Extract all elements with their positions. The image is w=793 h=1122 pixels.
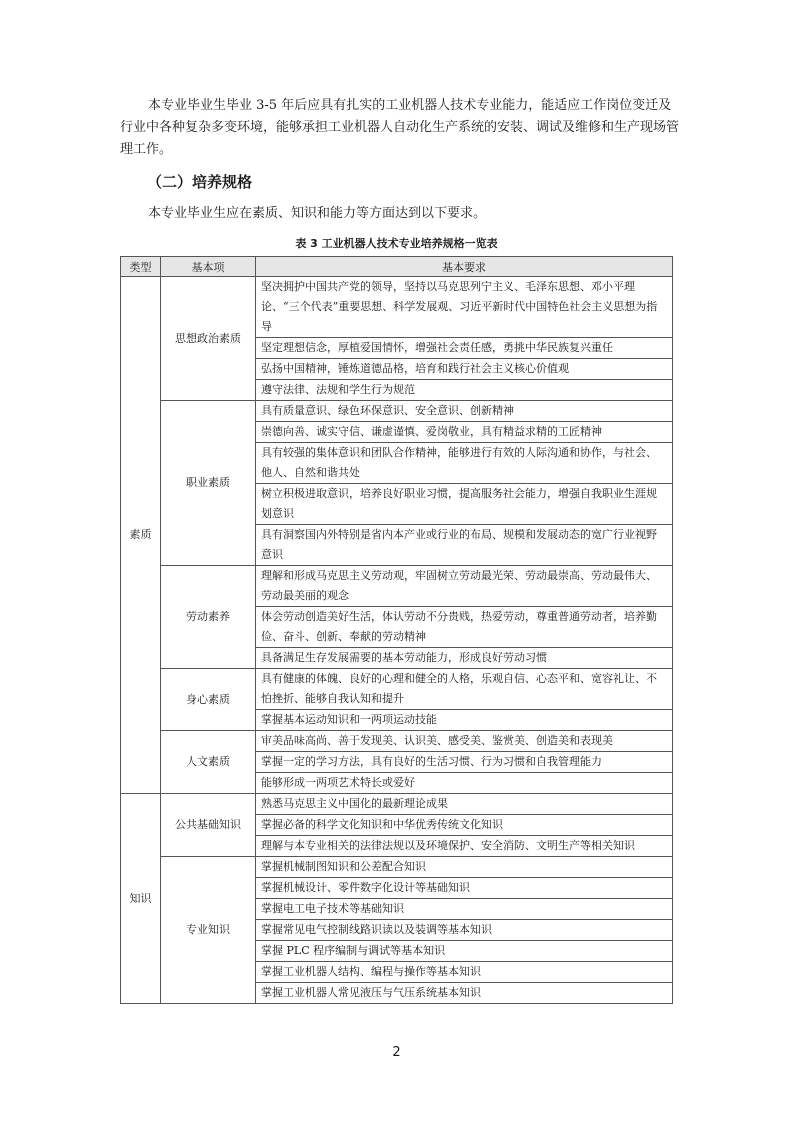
table-header-row (121, 257, 673, 277)
requirement-cell: 坚决拥护中国共产党的领导，坚持以马克思列宁主义、毛泽东思想、邓小平理论、“三个代表”重要思想、科学发展观、习近平新时代中国特色社会主义思想为指导 (256, 277, 673, 338)
item-cell: 专业知识 (161, 857, 256, 1004)
table-row (121, 401, 673, 422)
requirement-cell: 掌握必备的科学文化知识和中华优秀传统文化知识 (256, 815, 673, 836)
section-heading: （二）培养规格 (147, 173, 253, 191)
table-row (121, 669, 673, 710)
item-cell: 劳动素养 (161, 566, 256, 669)
item-cell: 人文素质 (161, 731, 256, 794)
header-requirement: 基本要求 (256, 257, 673, 277)
item-cell: 公共基础知识 (161, 794, 256, 857)
table-caption: 表 3 工业机器人技术专业培养规格一览表 (295, 237, 498, 250)
requirement-cell: 具有健康的体魄、良好的心理和健全的人格，乐观自信、心态平和、宽容礼让、不怕挫折、能够自我认知和提升 (256, 669, 673, 710)
header-item: 基本项 (161, 257, 256, 277)
item-cell: 职业素质 (161, 401, 256, 566)
requirement-cell: 具备满足生存发展需要的基本劳动能力，形成良好劳动习惯 (256, 648, 673, 669)
item-cell: 思想政治素质 (161, 277, 256, 401)
item-cell: 身心素质 (161, 669, 256, 731)
requirement-cell: 遵守法律、法规和学生行为规范 (256, 380, 673, 401)
header-type: 类型 (121, 257, 161, 277)
table-row (121, 277, 673, 338)
intro-text: 本专业毕业生毕业 3-5 年后应具有扎实的工业机器人技术专业能力，能适应工作岗位变迁及行业中各种复杂多变环境，能够承担工业机器人自动化生产系统的安装、调试及维修和生产现场管理工作。 (120, 98, 680, 157)
requirement-cell: 掌握电工电子技术等基础知识 (256, 899, 673, 920)
intro-paragraph (120, 95, 680, 161)
requirement-cell: 审美品味高尚、善于发现美、认识美、感受美、鉴赏美、创造美和表现美 (256, 731, 673, 752)
type-cell: 素质 (121, 277, 161, 794)
requirement-cell: 能够形成一两项艺术特长或爱好 (256, 773, 673, 794)
requirement-cell: 体会劳动创造美好生活，体认劳动不分贵贱，热爱劳动，尊重普通劳动者，培养勤俭、奋斗、创新、奉献的劳动精神 (256, 607, 673, 648)
table-row (121, 731, 673, 752)
requirement-cell: 具有较强的集体意识和团队合作精神，能够进行有效的人际沟通和协作，与社会、他人、自然和谐共处 (256, 443, 673, 484)
requirement-cell: 掌握机械制图知识和公差配合知识 (256, 857, 673, 878)
requirement-cell: 熟悉马克思主义中国化的最新理论成果 (256, 794, 673, 815)
requirement-cell: 掌握基本运动知识和一两项运动技能 (256, 710, 673, 731)
requirement-cell: 具有质量意识、绿色环保意识、安全意识、创新精神 (256, 401, 673, 422)
requirement-cell: 掌握机械设计、零件数字化设计等基础知识 (256, 878, 673, 899)
requirement-cell: 掌握工业机器人结构、编程与操作等基本知识 (256, 962, 673, 983)
page-number: 2 (392, 1045, 401, 1060)
requirement-cell: 具有洞察国内外特别是省内本产业或行业的布局、规模和发展动态的宽广行业视野意识 (256, 525, 673, 566)
requirement-cell: 掌握 PLC 程序编制与调试等基本知识 (256, 941, 673, 962)
type-cell: 知识 (121, 794, 161, 1004)
lead-paragraph: 本专业毕业生应在素质、知识和能力等方面达到以下要求。 (148, 206, 487, 221)
requirement-cell: 掌握一定的学习方法，具有良好的生活习惯、行为习惯和自我管理能力 (256, 752, 673, 773)
requirement-cell: 坚定理想信念，厚植爱国情怀，增强社会责任感，勇挑中华民族复兴重任 (256, 338, 673, 359)
spec-table (120, 256, 673, 1004)
table-row (121, 857, 673, 878)
requirement-cell: 树立积极进取意识，培养良好职业习惯，提高服务社会能力，增强自我职业生涯规划意识 (256, 484, 673, 525)
requirement-cell: 理解和形成马克思主义劳动观，牢固树立劳动最光荣、劳动最崇高、劳动最伟大、劳动最美丽的观念 (256, 566, 673, 607)
requirement-cell: 理解与本专业相关的法律法规以及环境保护、安全消防、文明生产等相关知识 (256, 836, 673, 857)
table-row (121, 794, 673, 815)
requirement-cell: 掌握工业机器人常见液压与气压系统基本知识 (256, 983, 673, 1004)
spec-table-body (121, 277, 673, 1004)
requirement-cell: 崇德向善、诚实守信、谦虚谨慎、爱岗敬业，具有精益求精的工匠精神 (256, 422, 673, 443)
requirement-cell: 弘扬中国精神，锤炼道德品格，培育和践行社会主义核心价值观 (256, 359, 673, 380)
requirement-cell: 掌握常见电气控制线路识读以及装调等基本知识 (256, 920, 673, 941)
table-row (121, 566, 673, 607)
